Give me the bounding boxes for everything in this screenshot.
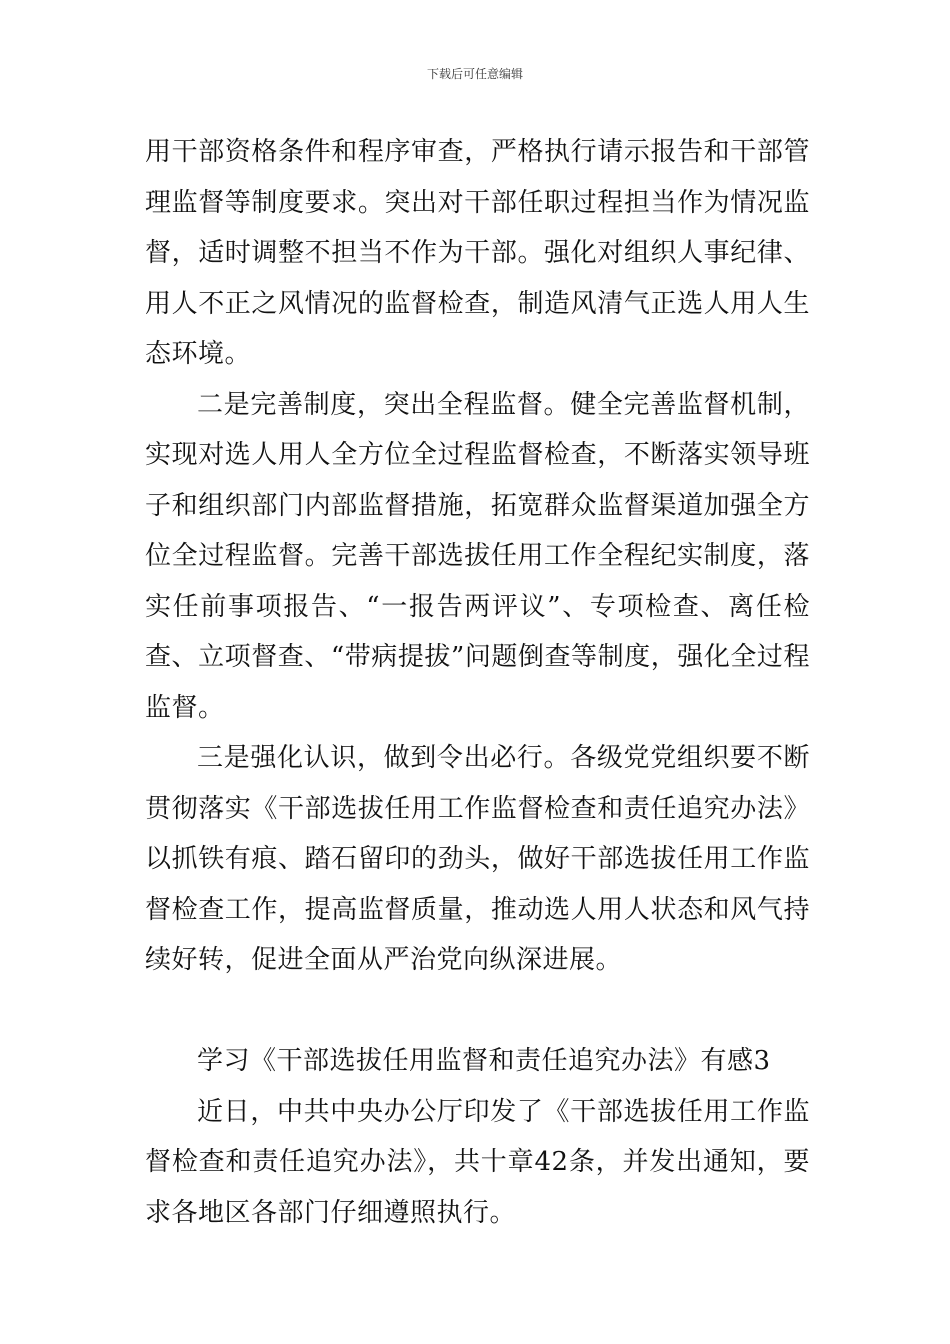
paragraph-point-three: 三是强化认识，做到令出必行。各级党党组织要不断贯彻落实《干部选拔任用工作监督检查和责任追究办法》以抓铁有痕、踏石留印的劲头，做好干部选拔任用工作监督检查工作，提高监督质量，推动选人用人状态和风气持续好转，促进全面从严治党向纵深进展。 — [145, 743, 810, 975]
blank-line — [145, 986, 810, 1037]
header-note: 下载后可任意编辑 — [426, 67, 523, 81]
paragraph-intro: 近日，中共中央办公厅印发了《干部选拔任用工作监督检查和责任追究办法》，共十章42条，并发出通知，要求各地区各部门仔细遵照执行。 — [145, 1096, 810, 1228]
paragraph-continuation: 用干部资格条件和程序审查，严格执行请示报告和干部管理监督等制度要求。突出对干部任职过程担当作为情况监督，适时调整不担当不作为干部。强化对组织人事纪律、用人不正之风情况的监督检查，制造风清气正选人用人生态环境。 — [145, 137, 810, 369]
section-heading: 学习《干部选拔任用监督和责任追究办法》有感3 — [197, 1046, 771, 1076]
document-body — [145, 127, 810, 1238]
paragraph-point-two: 二是完善制度，突出全程监督。健全完善监督机制，实现对选人用人全方位全过程监督检查，不断落实领导班子和组织部门内部监督措施，拓宽群众监督渠道加强全方位全过程监督。完善干部选拔任用工作全程纪实制度，落实任前事项报告、“一报告两评议”、专项检查、离任检查、立项督查、“带病提拔”问题倒查等制度，强化全过程监督。 — [145, 389, 810, 723]
